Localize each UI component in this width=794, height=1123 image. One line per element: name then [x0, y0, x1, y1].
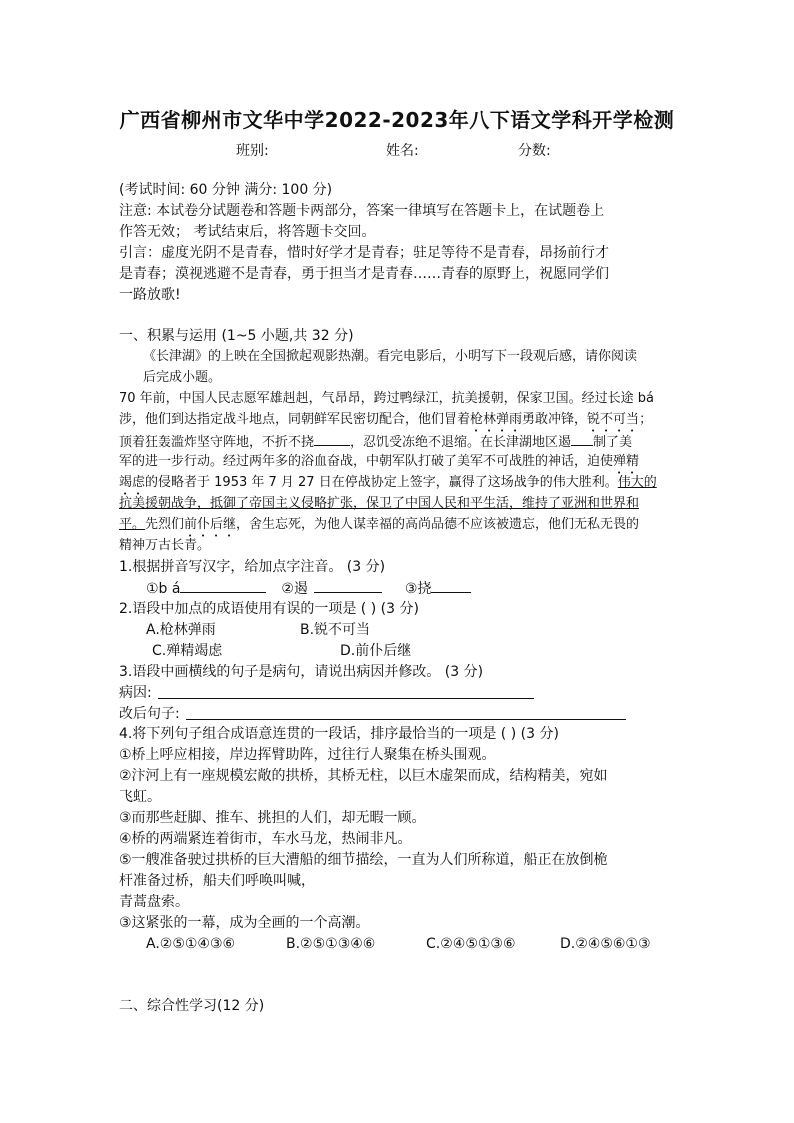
- passage-text: 顶着狂轰滥炸坚守阵地，不折不挠: [119, 435, 315, 450]
- passage-text: 制了美: [593, 435, 633, 450]
- question-4: 4.将下列句子组合成语意连贯的一段话，排序最恰当的一项是 ( ) (3 分): [119, 726, 559, 742]
- intro-line-3: 一路放歌!: [119, 287, 181, 303]
- section-2-heading: 二、综合性学习(12 分): [119, 998, 265, 1014]
- underlined-sentence-end: 平。: [119, 517, 146, 532]
- intro-line-1: 引言：虚度光阴不是青春，惜时好学才是青春；驻足等待不是青春，昂扬前行才: [119, 245, 609, 261]
- passage-line-1: 70 年前，中国人民志愿军雄赳赳，气昂昂，跨过鸭绿江，抗美援朝，保家卫国。经过长途 bá: [119, 391, 655, 406]
- q4-sentence-6: ③这紧张的一幕，成为全画的一个高潮。: [119, 915, 370, 931]
- passage-text: ，忍饥受冻绝不退缩。在长津湖地区遏: [350, 435, 572, 450]
- intro-line-2: 是青春；漠视逃避不是青春，勇于担当才是青春……青春的原野上，祝愿同学们: [119, 266, 609, 282]
- passage-text: 军的进一步行动。经过两年多的浴血奋战，中朝军队打破了美军不可战胜的神话，迫使: [119, 454, 614, 469]
- q3-cause-label: 病因:: [119, 685, 152, 701]
- exam-time: (考试时间: 60 分钟 满分: 100 分): [119, 182, 333, 198]
- passage-text: ，舍生忘死，为他人谋幸福的高尚品德不应该被遗忘，他们无私无畏的: [236, 517, 640, 532]
- passage-text: 的侵略者于 1953 年 7 月 27 日在停战协定上签字，赢得了这场战争的伟大胜利。: [145, 475, 618, 490]
- q4-sentence-5c: 青蒿盘索。: [119, 894, 189, 910]
- question-1-items: [146, 578, 471, 599]
- page-title: 广西省柳州市文华中学2022-2023年八下语文学科开学检测: [119, 108, 675, 132]
- dotted-idiom-a: 枪林弹雨: [470, 412, 523, 427]
- q3-revised-line[interactable]: [186, 719, 626, 720]
- q4-sentence-4: ④桥的两端紧连着街市，车水马龙，热闹非凡。: [119, 831, 412, 847]
- q1-answer-blank-2[interactable]: [314, 578, 382, 593]
- q4-sentence-1: ①桥上呼应相接，岸边挥臂助阵，过往行人聚集在桥头围观。: [119, 747, 496, 763]
- dotted-idiom-b: 锐不可当: [587, 412, 640, 427]
- dotted-idiom-c-part-2: 竭虑: [119, 475, 146, 490]
- q3-revised-label: 改后句子:: [119, 706, 180, 722]
- underlined-sentence-start: 伟大的: [617, 475, 657, 490]
- q2-option-d[interactable]: D.前仆后继: [340, 643, 412, 659]
- q4-option-c[interactable]: C.②④⑤①③⑥: [426, 936, 516, 952]
- blank-answer-3[interactable]: [314, 431, 350, 446]
- q4-sentence-3: ③而那些赶脚、推车、挑担的人们，却无暇一顾。: [119, 810, 426, 826]
- q4-sentence-2b: 飞虹。: [119, 789, 161, 805]
- prompt-line-2: 后完成小题。: [143, 370, 222, 385]
- passage-line-3: [119, 431, 632, 453]
- q2-option-a[interactable]: A.枪林弹雨: [146, 622, 216, 638]
- q4-option-b[interactable]: B.②⑤①③④⑥: [286, 936, 376, 952]
- blank-answer-2[interactable]: [571, 431, 593, 446]
- question-1: 1.根据拼音写汉字，给加点字注音。 (3 分): [119, 559, 386, 575]
- q4-option-a[interactable]: A.②⑤①④③⑥: [146, 936, 236, 952]
- question-2: 2.语段中加点的成语使用有误的一项是 ( ) (3 分): [119, 601, 419, 617]
- passage-text: ；: [639, 412, 653, 427]
- q1-item-1: ①b á: [146, 581, 181, 597]
- q1-item-2: ②遏: [281, 581, 308, 597]
- passage-line-8: 精神万古长青。: [119, 538, 211, 553]
- notice-line-2: 作答无效； 考试结束后，将答题卡交回。: [119, 224, 376, 240]
- class-label: 班别:: [236, 143, 269, 159]
- q1-answer-blank-1[interactable]: [180, 578, 266, 593]
- passage-text: 勇敢冲锋，: [522, 412, 588, 427]
- name-label: 姓名:: [386, 143, 419, 159]
- q2-option-b[interactable]: B.锐不可当: [300, 622, 371, 638]
- q1-answer-blank-3[interactable]: [431, 578, 471, 593]
- underlined-sentence: 抗美援朝战争，抵御了帝国主义侵略扩张，保卫了中国人民和平生活，维持了亚洲和世界和: [119, 496, 640, 511]
- q4-sentence-5a: ⑤一艘准备驶过拱桥的巨大漕船的细节描绘，一直为人们所称道，船正在放倒桅: [119, 852, 608, 868]
- section-1-heading: 一、积累与运用 (1~5 小题,共 32 分): [119, 328, 354, 344]
- score-label: 分数:: [518, 143, 551, 159]
- q2-option-c[interactable]: C.殚精竭虑: [152, 643, 223, 659]
- q4-sentence-2a: ②汴河上有一座规模宏敞的拱桥，其桥无柱，以巨木虚架而成，结构精美，宛如: [119, 768, 608, 784]
- q4-option-d[interactable]: D.②④⑤⑥①③: [560, 936, 651, 952]
- q1-item-3: ③挠: [404, 581, 432, 597]
- q3-cause-line[interactable]: [158, 698, 534, 699]
- prompt-line-1: 《长津湖》的上映在全国掀起观影热潮。看完电影后，小明写下一段观后感，请你阅读: [143, 349, 638, 364]
- notice-line-1: 注意: 本试卷分试题卷和答题卡两部分，答案一律填写在答题卡上，在试题卷上: [119, 203, 605, 219]
- passage-text: 先烈们: [145, 517, 185, 532]
- dotted-idiom-c-part-1: 殚精: [613, 454, 640, 469]
- passage-text: 涉，他们到达指定战斗地点，同朝鲜军民密切配合，他们冒着: [119, 412, 471, 427]
- q4-sentence-5b: 杆准备过桥，船夫们呼唤叫喊，: [119, 873, 315, 889]
- dotted-idiom-d: 前仆后继: [184, 517, 237, 532]
- question-3: 3.语段中画横线的句子是病句，请说出病因并修改。 (3 分): [119, 664, 484, 680]
